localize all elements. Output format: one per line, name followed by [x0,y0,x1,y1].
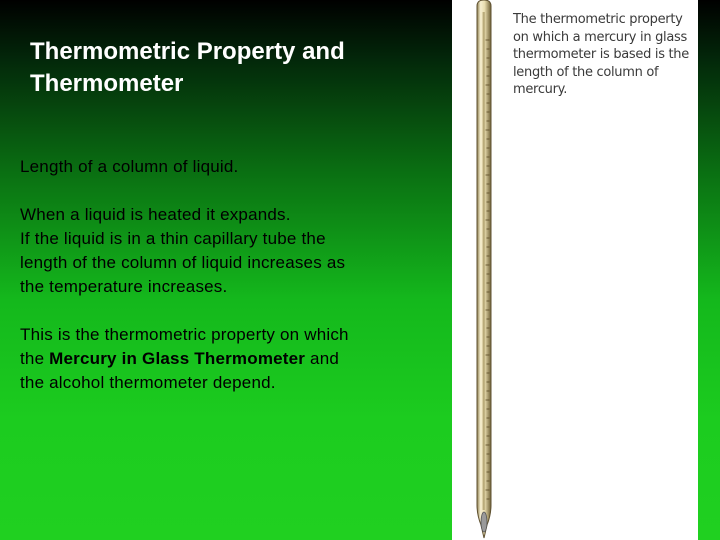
paragraph-2-line-3: length of the column of liquid increases as [20,253,346,272]
caption-line-1: The thermometric property [513,12,683,27]
caption-line-3: thermometer is based is the [513,47,689,62]
figure-caption [513,11,693,99]
paragraph-3-line-3: the alcohol thermometer depend. [20,373,276,392]
paragraph-2-line-2: If the liquid is in a thin capillary tube the [20,229,326,248]
slide-title [30,36,440,100]
caption-line-2: on which a mercury in glass [513,29,687,45]
mercury-thermometer-term: Mercury in Glass Thermometer [49,349,306,368]
slide-body [20,155,420,419]
paragraph-1-line: Length of a column of liquid. [20,157,239,176]
title-line-1: Thermometric Property and [30,38,345,65]
paragraph-3 [20,323,420,395]
thermometer-image [470,0,500,540]
paragraph-3-prefix: the [20,349,50,368]
paragraph-3-line-2 [20,347,420,371]
paragraph-3-line-1: This is the thermometric property on which [20,325,349,344]
paragraph-2-line-1: When a liquid is heated it expands. [20,205,291,224]
caption-line-4: length of the column of [513,64,659,80]
paragraph-3-suffix: and [305,349,340,368]
title-line-2: Thermometer [30,70,184,97]
paragraph-2-line-4: the temperature increases. [20,277,228,296]
paragraph-2 [20,203,420,299]
caption-line-5: mercury. [513,82,568,97]
paragraph-1 [20,155,420,179]
